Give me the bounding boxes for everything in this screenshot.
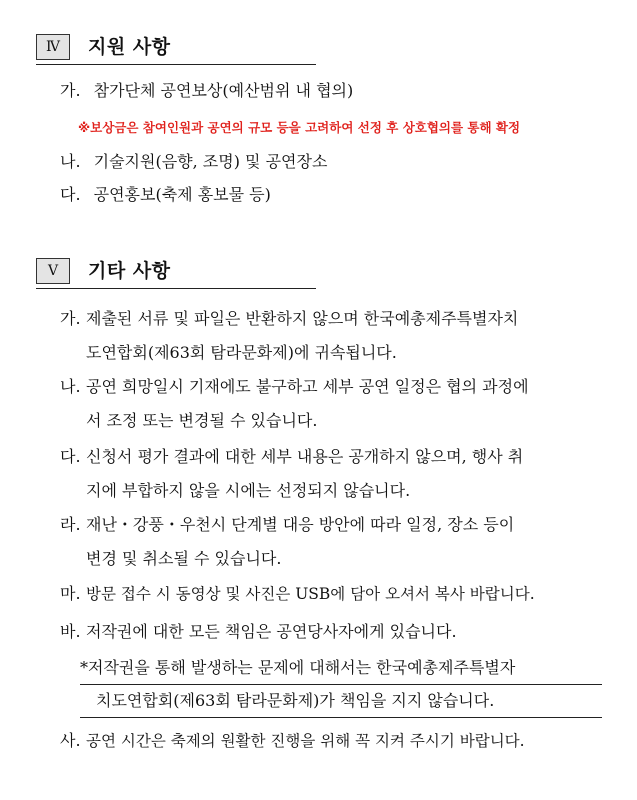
other-item-6-line1: 저작권에 대한 모든 책임은 공연당사자에게 있습니다. [86, 622, 457, 641]
other-item-4-marker: 라. [60, 515, 81, 534]
other-item-2-line1: 공연 희망일시 기재에도 불구하고 세부 공연 일정은 협의 과정에 [86, 377, 529, 396]
other-item-1-line2: 도연합회(제63회 탐라문화제)에 귀속됩니다. [86, 343, 397, 362]
other-item-3 [60, 440, 598, 508]
other-item-2-marker: 나. [60, 377, 81, 396]
other-item-2-line2: 서 조정 또는 변경될 수 있습니다. [86, 411, 318, 430]
other-item-1-marker: 가. [60, 309, 81, 328]
section-5-numeral: Ⅴ [36, 258, 70, 284]
other-item-1-line1: 제출된 서류 및 파일은 반환하지 않으며 한국예총제주특별자치 [86, 309, 519, 328]
other-item-7-line1: 공연 시간은 축제의 원활한 진행을 위해 꼭 지켜 주시기 바랍니다. [86, 732, 525, 750]
other-item-3-line1: 신청서 평가 결과에 대한 세부 내용은 공개하지 않으며, 행사 취 [86, 447, 524, 466]
support-item-2-marker: 나. [60, 152, 81, 171]
other-item-6 [60, 615, 598, 649]
other-item-4-line2: 변경 및 취소될 수 있습니다. [86, 549, 282, 568]
other-item-5 [60, 577, 598, 611]
support-item-3-marker: 다. [60, 185, 81, 204]
other-item-6-marker: 바. [60, 622, 81, 641]
support-item-1 [60, 80, 353, 102]
section-5-header [36, 258, 316, 289]
support-item-1-text: 참가단체 공연보상(예산범위 내 협의) [93, 81, 354, 100]
section-5-title: 기타 사항 [88, 260, 171, 282]
support-item-2 [60, 151, 327, 173]
support-item-3 [60, 184, 271, 206]
other-item-4-line1: 재난・강풍・우천시 단계별 대응 방안에 따라 일정, 장소 등이 [86, 515, 515, 534]
other-item-7 [60, 724, 598, 758]
copyright-note-line1: *저작권을 통해 발생하는 문제에 대해서는 한국예총제주특별자 [80, 652, 602, 685]
other-item-4 [60, 508, 598, 576]
other-item-5-line1: 방문 접수 시 동영상 및 사진은 USB에 담아 오셔서 복사 바랍니다. [86, 585, 535, 603]
compensation-note: ※보상금은 참여인원과 공연의 규모 등을 고려하여 선정 후 상호협의를 통해 확정 [78, 120, 521, 135]
support-item-1-marker: 가. [60, 81, 81, 100]
copyright-note-line2: 치도연합회(제63회 탐라문화제)가 책임을 지지 않습니다. [80, 685, 602, 718]
support-item-2-text: 기술지원(음향, 조명) 및 공연장소 [93, 152, 328, 171]
other-item-3-marker: 다. [60, 447, 81, 466]
copyright-note [80, 652, 602, 718]
support-item-3-text: 공연홍보(축제 홍보물 등) [93, 185, 271, 204]
other-item-5-marker: 마. [60, 584, 81, 603]
section-4-header [36, 34, 316, 65]
other-item-2 [60, 370, 598, 438]
other-item-3-line2: 지에 부합하지 않을 시에는 선정되지 않습니다. [86, 481, 411, 500]
other-item-7-marker: 사. [60, 731, 81, 750]
section-4-numeral: Ⅳ [36, 34, 70, 60]
other-item-1 [60, 302, 598, 370]
section-4-title: 지원 사항 [88, 36, 171, 58]
